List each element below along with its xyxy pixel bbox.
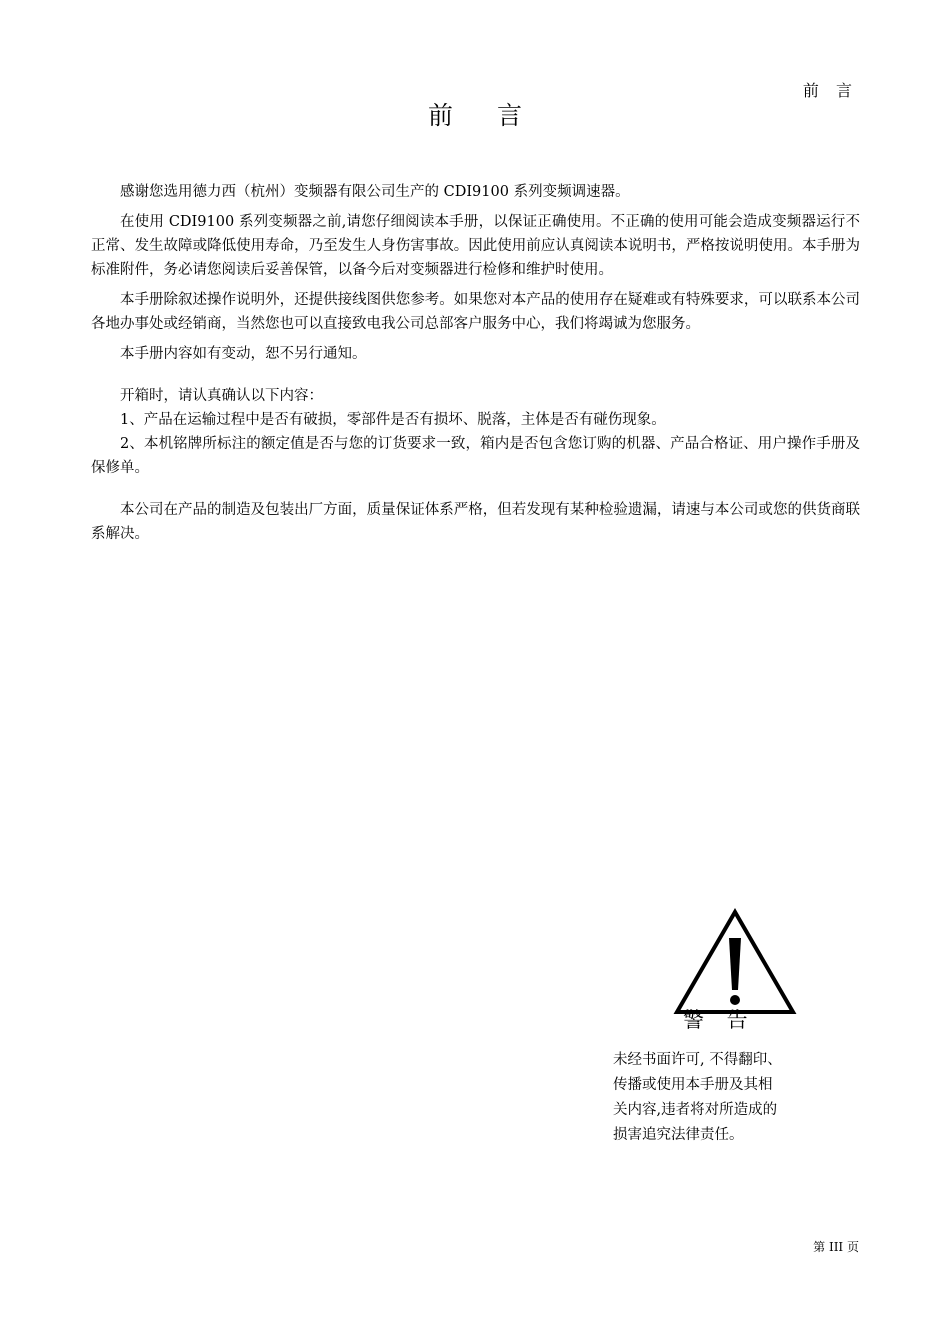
warning-label: 警 告 — [683, 1008, 756, 1032]
warning-line: 关内容,违者将对所造成的 — [613, 1102, 778, 1118]
paragraph-quality: 本公司在产品的制造及包装出厂方面，质量保证体系严格，但若发现有某种检验遗漏，请速与本公司或您的供货商联系解决。 — [91, 502, 860, 542]
warning-line: 传播或使用本手册及其相 — [613, 1077, 773, 1093]
preface-body — [91, 180, 860, 552]
page-title: 前 言 — [428, 101, 540, 130]
warning-text — [613, 1048, 818, 1148]
paragraph-usage: 在使用 CDI9100 系列变频器之前,请您仔细阅读本手册，以保证正确使用。不正确的使用可能会造成变频器运行不正常、发生故障或降低使用寿命，乃至发生人身伤害事故。因此使用前应认真阅读本说明书，严格按说明使用。本手册为标准附件，务必请您阅读后妥善保管，以备今后对变频器进行检修和维护时使用。 — [91, 214, 860, 278]
page-number: 第 III 页 — [813, 1240, 859, 1254]
unpacking-item: 1、产品在运输过程中是否有破损，零部件是否有损坏、脱落，主体是否有碰伤现象。 — [120, 412, 666, 428]
paragraph-support: 本手册除叙述操作说明外，还提供接线图供您参考。如果您对本产品的使用存在疑难或有特殊要求，可以联系本公司各地办事处或经销商，当然您也可以直接致电我公司总部客户服务中心，我们将竭诚为您服务。 — [91, 292, 860, 332]
running-header: 前 言 — [802, 81, 858, 100]
warning-line: 未经书面许可, 不得翻印、 — [613, 1052, 782, 1068]
paragraph-change-notice: 本手册内容如有变动，恕不另行通知。 — [120, 346, 367, 362]
warning-line: 损害追究法律责任。 — [613, 1127, 744, 1143]
unpacking-item: 2、本机铭牌所标注的额定值是否与您的订货要求一致，箱内是否包含您订购的机器、产品合格证、用户操作手册及保修单。 — [91, 436, 860, 476]
unpacking-intro: 开箱时，请认真确认以下内容： — [120, 388, 323, 404]
paragraph-thanks: 感谢您选用德力西（杭州）变频器有限公司生产的 CDI9100 系列变频调速器。 — [120, 184, 630, 200]
warning-triangle-icon — [673, 908, 797, 1018]
